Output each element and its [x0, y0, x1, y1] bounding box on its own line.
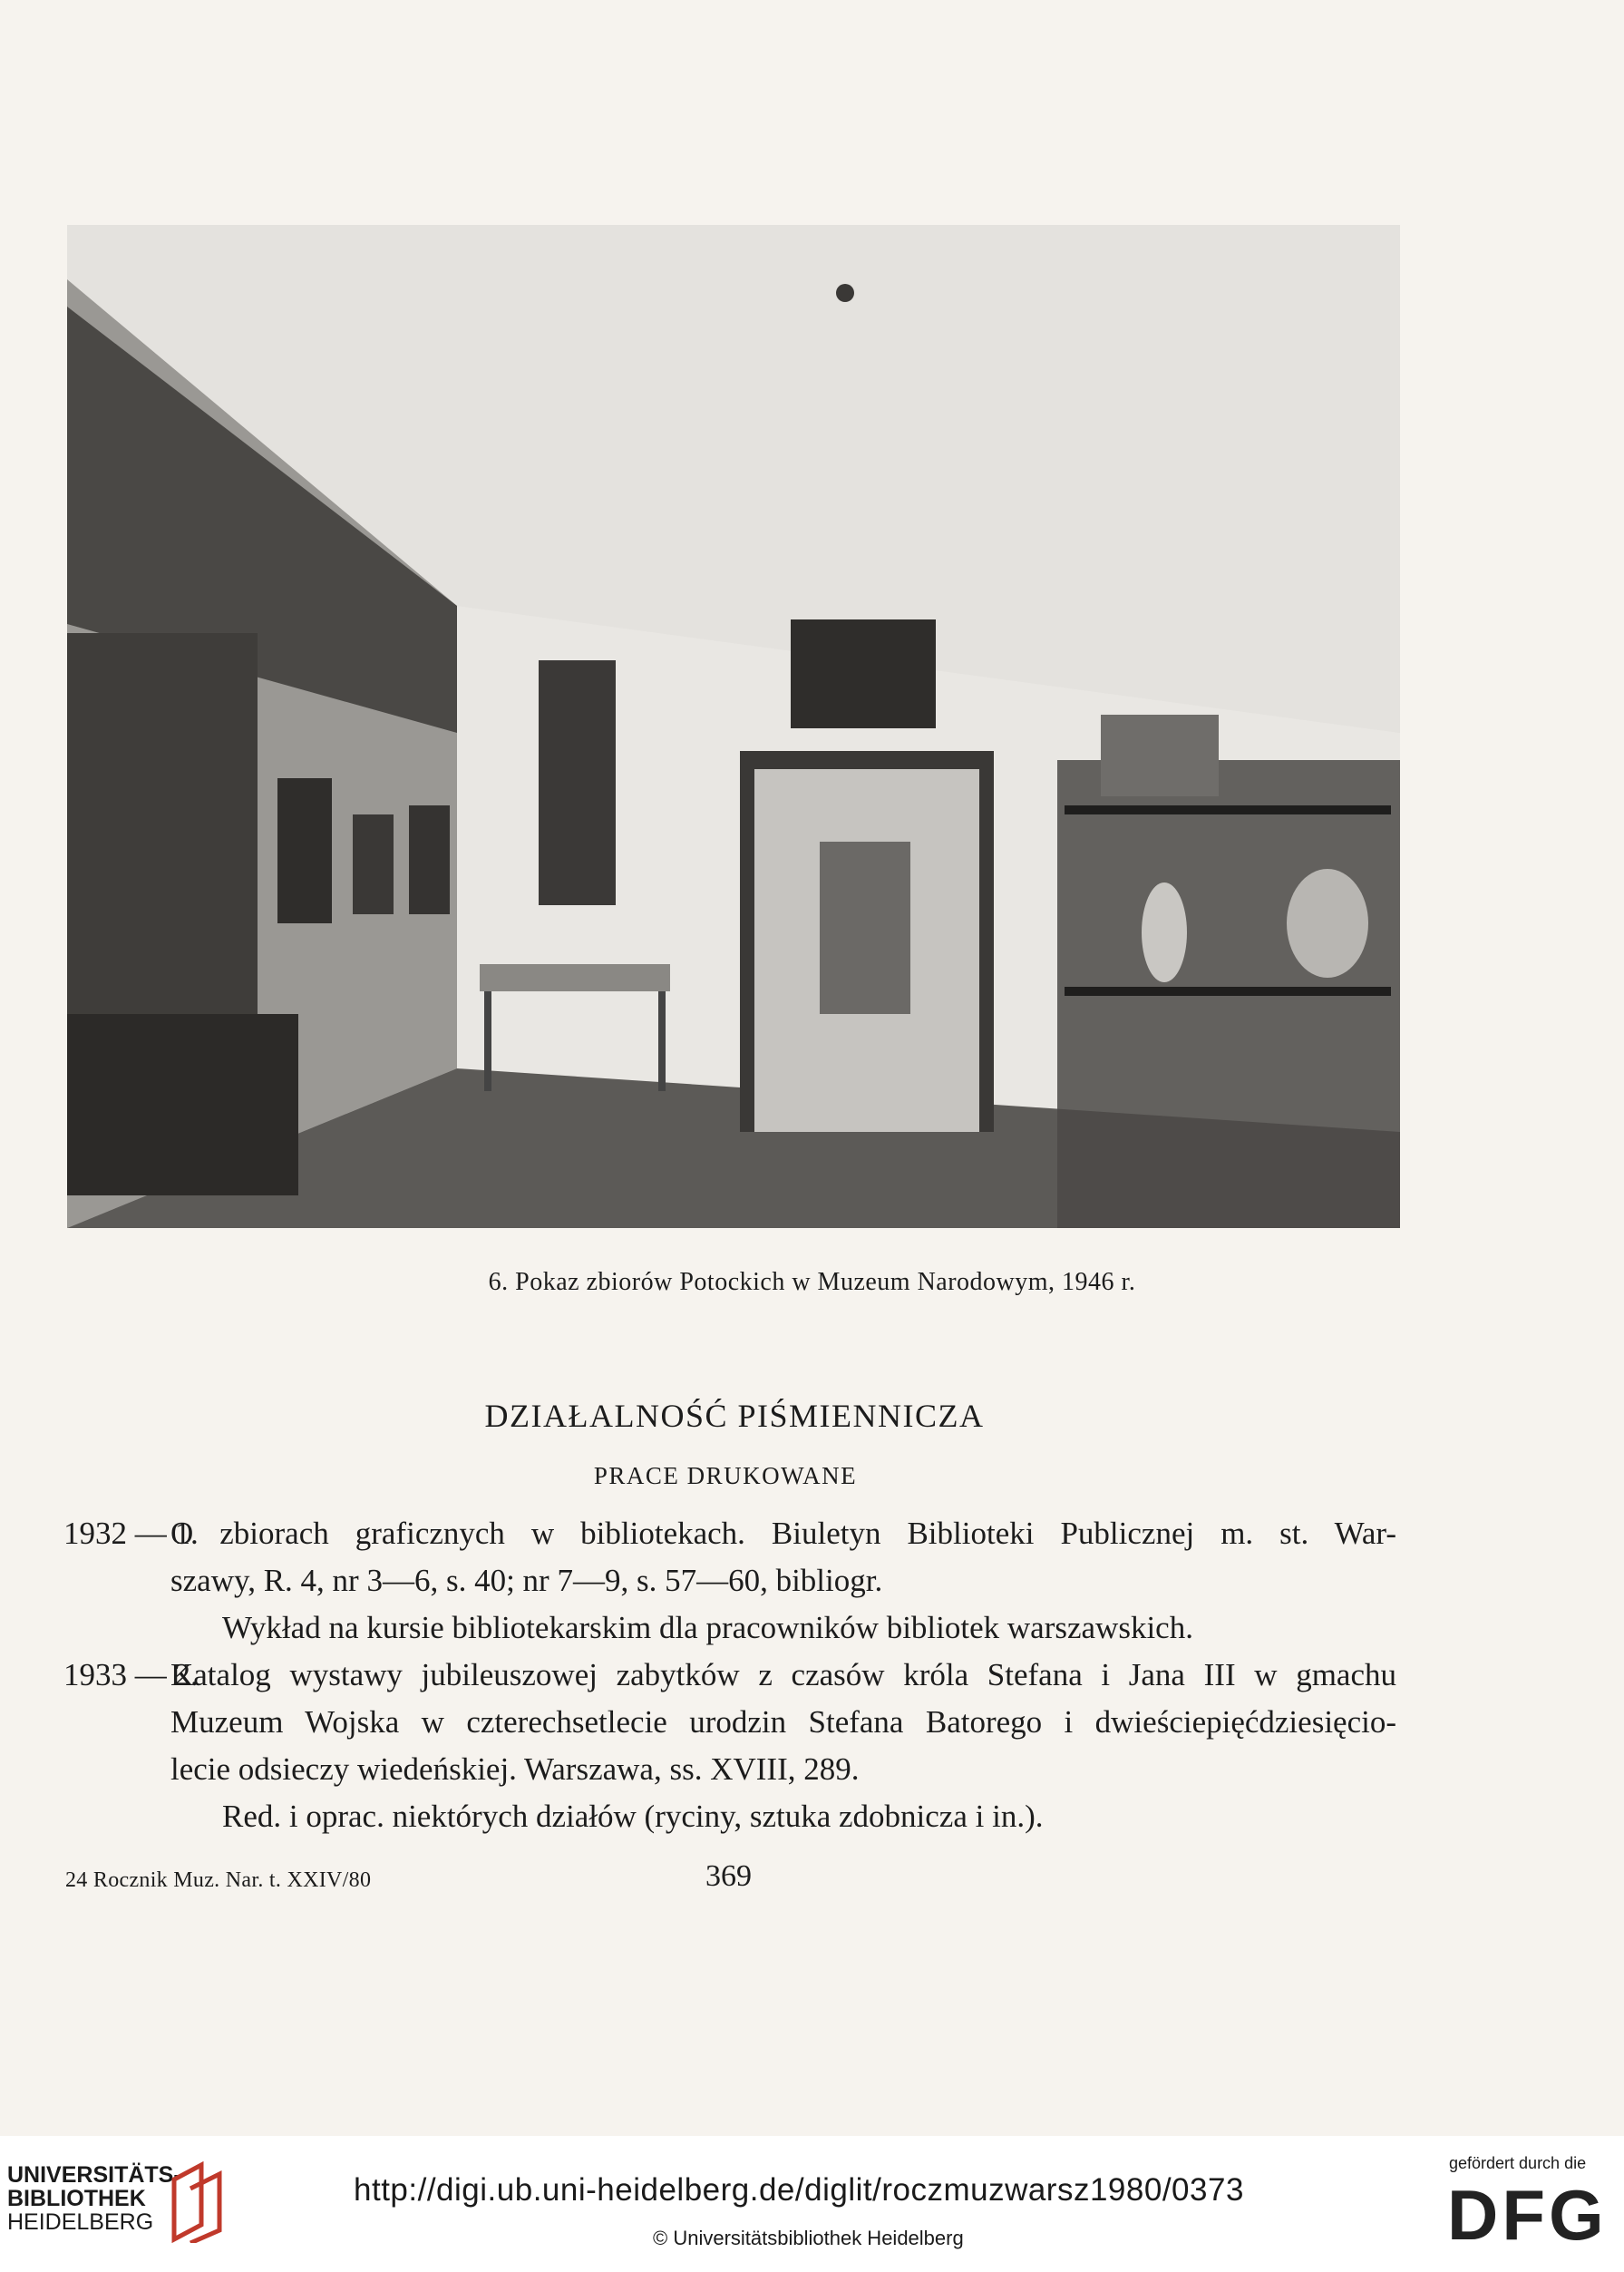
entry-note: Wykład na kursie bibliotekarskim dla pracowników bibliotek warszawskich.: [222, 1610, 1193, 1645]
document-url-link[interactable]: http://digi.ub.uni-heidelberg.de/diglit/roczmuzwarsz1980/0373: [354, 2172, 1244, 2208]
entry-line: O zbiorach graficznych w bibliotekach. Biuletyn Biblioteki Publicznej m. st. War-: [170, 1516, 1396, 1551]
digitization-footer-bar: [0, 2136, 1624, 2272]
entry-line: szawy, R. 4, nr 3—6, s. 40; nr 7—9, s. 57—60, bibliogr.: [170, 1563, 883, 1598]
bibliography-entry: [63, 1652, 1396, 1840]
library-logo-icon: [165, 2161, 229, 2248]
figure-caption: 6. Pokaz zbiorów Potockich w Muzeum Narodowym, 1946 r.: [488, 1268, 1136, 1296]
page-number: 369: [705, 1859, 752, 1893]
library-name-line3: HEIDELBERG: [7, 2209, 154, 2235]
bibliography-list: [63, 1510, 1396, 1840]
entry-note: Red. i oprac. niektórych działów (ryciny, sztuka zdobnicza i in.).: [222, 1799, 1044, 1834]
bibliography-entry: [63, 1510, 1396, 1652]
section-heading: DZIAŁALNOŚĆ PIŚMIENNICZA: [484, 1398, 985, 1434]
library-name-line1: UNIVERSITÄTS-: [7, 2162, 181, 2188]
funded-by-label: gefördert durch die: [1449, 2154, 1587, 2172]
dfg-logo[interactable]: DFG: [1447, 2175, 1608, 2255]
library-name-line2: BIBLIOTHEK: [7, 2186, 146, 2211]
entry-line: lecie odsieczy wiedeńskiej. Warszawa, ss. XVIII, 289.: [170, 1751, 860, 1787]
copyright-notice: © Universitätsbibliothek Heidelberg: [653, 2227, 964, 2249]
section-subheading: PRACE DRUKOWANE: [593, 1462, 858, 1489]
museum-interior-photograph: [67, 225, 1400, 1228]
entry-line: Muzeum Wojska w czterechsetlecie urodzin Stefana Batorego i dwieściepięćdziesięcio-: [170, 1704, 1396, 1740]
entry-year: 1933 — 2.: [63, 1657, 199, 1692]
journal-reference: 24 Rocznik Muz. Nar. t. XXIV/80: [65, 1868, 372, 1892]
entry-line: Katalog wystawy jubileuszowej zabytków z czasów króla Stefana i Jana III w gmachu: [170, 1657, 1396, 1692]
entry-year: 1932 — 1.: [63, 1516, 199, 1551]
library-logo-text[interactable]: [7, 2163, 181, 2234]
